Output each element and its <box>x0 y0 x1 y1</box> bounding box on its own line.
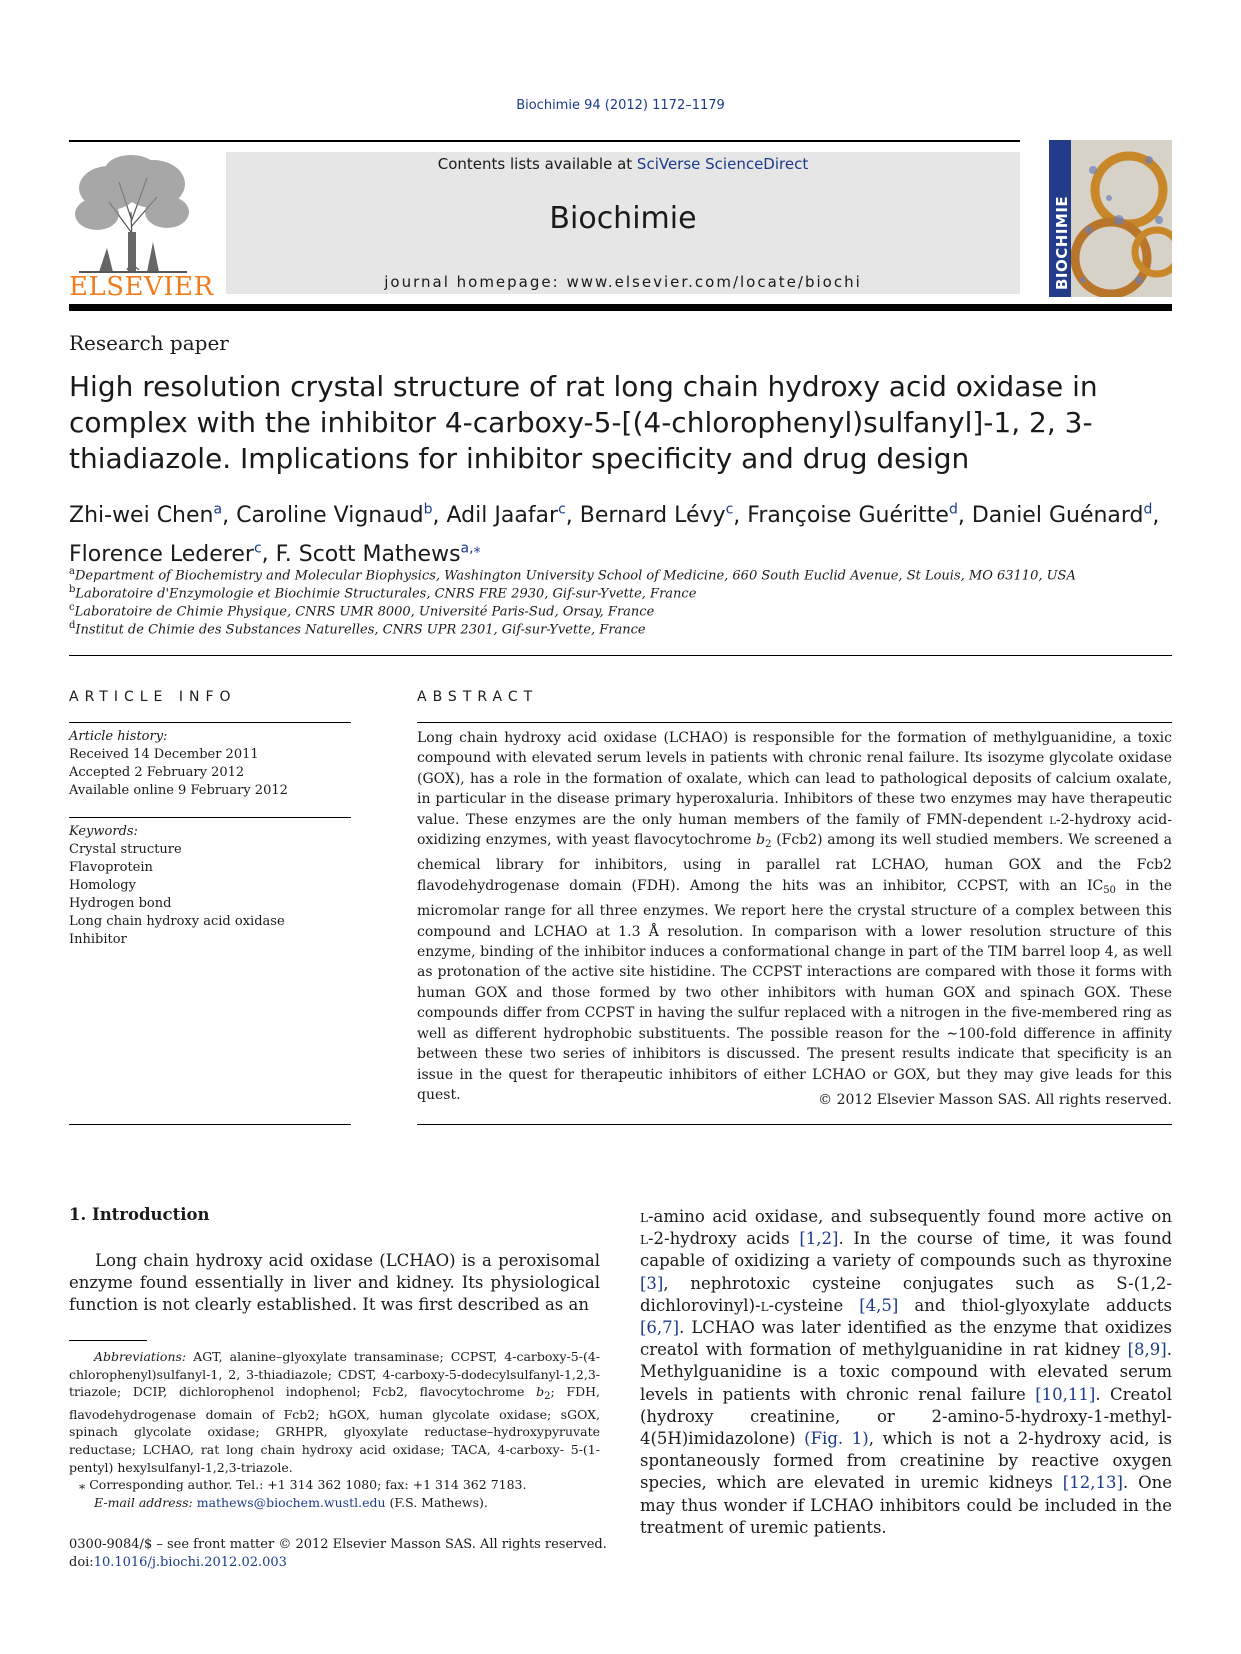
author[interactable]: Zhi-wei Chen$^a$ <box>69 502 223 529</box>
reference-link[interactable]: [4,5] <box>859 1295 899 1315</box>
email-link[interactable]: mathews@biochem.wustl.edu <box>196 1495 386 1510</box>
author[interactable]: Florence Lederer$^c$ <box>69 540 262 567</box>
abbreviations-footnote: Abbreviations: AGT, alanine–glyoxylate transaminase; CCPST, 4-carboxy-5-(4-chlorophenyl)sulfanyl-1, 2, 3-thiadiazole; CDST, 4-carboxy-5-dodecylsulfanyl-1,2,3-triazole; DCIP, dichlorophenol indophenol; Fcb2, flavocytochrome $b_2$; FDH, flavodehydrogenase domain of Fcb2; hGOX, human glycolate oxidase; sGOX, spinach glycolate oxidase; GRHPR, glyoxylate reductase–hydroxypyruvate reductase; LCHAO, rat long chain hydroxy acid oxidase; TACA, 4-carboxy- 5-(1-pentyl) hexylsulfanyl-1,2,3-triazole. <box>69 1349 600 1475</box>
keyword: Homology <box>69 878 136 893</box>
article-info-bottom-rule <box>69 1124 351 1125</box>
reference-link[interactable]: [12,13] <box>1062 1473 1123 1493</box>
affiliation: $^a$Department of Biochemistry and Molecular Biophysics, Washington University School of Medicine, 660 South Euclid Avenue, St Louis, MO 63110, USA <box>69 566 1076 584</box>
figure-link[interactable]: (Fig. 1) <box>804 1429 869 1449</box>
journal-citation[interactable]: Biochimie 94 (2012) 1172–1179 <box>516 98 725 113</box>
keyword: Flavoprotein <box>69 860 153 875</box>
doi-line: doi:10.1016/j.biochi.2012.02.003 <box>69 1555 287 1570</box>
author[interactable]: Daniel Guénard$^d$ <box>971 502 1153 529</box>
reference-link[interactable]: [1,2] <box>799 1229 839 1249</box>
article-info-heading: ARTICLE INFO <box>69 689 237 705</box>
sciencedirect-link[interactable]: SciVerse ScienceDirect <box>636 155 809 173</box>
cover-title: BIOCHIMIE <box>1053 195 1071 290</box>
abstract-copyright: © 2012 Elsevier Masson SAS. All rights reserved. <box>818 1092 1172 1108</box>
contents-availability <box>226 155 1020 173</box>
reference-link[interactable]: [3] <box>640 1273 664 1293</box>
footnote-rule <box>69 1340 147 1341</box>
author[interactable]: F. Scott Mathews$^{a,⁎}$ <box>275 540 481 567</box>
contents-prefix: Contents lists available at <box>437 155 637 173</box>
article-title: High resolution crystal structure of rat long chain hydroxy acid oxidase in complex with the inhibitor 4-carboxy-5-[(4-chlorophenyl)sulfanyl]-1, 2, 3-thiadiazole. Implications for inhibitor specificity and drug design <box>69 370 1098 475</box>
keywords-label: Keywords: <box>69 824 138 839</box>
received-date: Received 14 December 2011 <box>69 747 259 762</box>
author[interactable]: Adil Jaafar$^c$ <box>446 502 566 529</box>
affiliation: $^d$Institut de Chimie des Substances Naturelles, CNRS UPR 2301, Gif-sur-Yvette, France <box>69 620 646 638</box>
keyword: Long chain hydroxy acid oxidase <box>69 914 285 929</box>
reference-link[interactable]: [8,9] <box>1127 1340 1167 1360</box>
abstract-bottom-rule <box>417 1124 1172 1125</box>
author[interactable]: Françoise Guéritte$^d$ <box>747 502 958 529</box>
intro-left-paragraph: Long chain hydroxy acid oxidase (LCHAO) is a peroxisomal enzyme found essentially in liver and kidney. Its physiological function is not clearly established. It was first described as an <box>69 1251 600 1315</box>
online-date: Available online 9 February 2012 <box>69 783 288 798</box>
email-footnote: E-mail address: mathews@biochem.wustl.edu (F.S. Mathews). <box>94 1495 488 1510</box>
article-type: Research paper <box>69 331 229 355</box>
article-history <box>69 728 351 800</box>
journal-name: Biochimie <box>549 201 697 236</box>
reference-link[interactable]: [10,11] <box>1035 1384 1096 1404</box>
affiliation: $^b$Laboratoire d'Enzymologie et Biochimie Structurales, CNRS FRE 2930, Gif-sur-Yvette, France <box>69 584 697 602</box>
author[interactable]: Bernard Lévy$^c$ <box>579 502 734 529</box>
header-bottom-rule <box>69 304 1172 311</box>
keyword: Inhibitor <box>69 932 127 947</box>
keywords-rule <box>69 817 351 818</box>
reference-link[interactable]: [6,7] <box>640 1318 680 1338</box>
affiliation-divider <box>69 655 1172 656</box>
affiliation: $^c$Laboratoire de Chimie Physique, CNRS UMR 8000, Université Paris-Sud, Orsay, France <box>69 602 655 620</box>
abstract-text: Long chain hydroxy acid oxidase (LCHAO) is responsible for the formation of methylguanidine, a toxic compound with elevated serum levels in patients with chronic renal failure. Its isozyme glycolate oxidase (GOX), has a role in the formation of oxalate, which can lead to pathological deposits of calcium oxalate, in particular in the disease primary hyperoxaluria. Inhibitors of these two enzymes may have therapeutic value. These enzymes are the only human members of the family of FMN-dependent l-2-hydroxy acid-oxidizing enzymes, with yeast flavocytochrome $b_2$ (Fcb2) among its well studied members. We screened a chemical library for inhibitors, using in parallel rat LCHAO, human GOX and the Fcb2 flavodehydrogenase domain (FDH). Among the hits was an inhibitor, CCPST, with an $IC_{50}$ in the micromolar range for all three enzymes. We report here the crystal structure of a complex between this compound and LCHAO at 1.3 Å resolution. In comparison with a lower resolution structure of this enzyme, binding of the inhibitor induces a conformational change in part of the TIM barrel loop 4, as well as protonation of the active site histidine. The CCPST interactions are compared with those it forms with human GOX and those formed by two other inhibitors with human GOX and spinach GOX. These compounds differ from CCPST in having the sulfur replaced with a nitrogen in the five-membered ring as well as different hydrophobic substituents. The possible reason for the ∼100-fold difference in affinity between these two series of inhibitors is discussed. The present results indicate that specificity is an issue in the quest for therapeutic inhibitors of either LCHAO or GOX, but they may give leads for this quest. <box>417 730 1172 1103</box>
history-label: Article history: <box>69 729 168 744</box>
author[interactable]: Caroline Vignaud$^b$ <box>236 502 433 529</box>
article-info-rule <box>69 722 351 723</box>
header-top-rule <box>69 140 1020 142</box>
keyword: Hydrogen bond <box>69 896 172 911</box>
doi-link[interactable]: 10.1016/j.biochi.2012.02.003 <box>93 1555 287 1570</box>
elsevier-wordmark: ELSEVIER <box>69 272 214 302</box>
journal-homepage-link[interactable]: journal homepage: www.elsevier.com/locate/biochi <box>384 273 862 291</box>
section-heading-introduction: 1. Introduction <box>69 1205 210 1224</box>
keywords-list <box>69 823 351 949</box>
accepted-date: Accepted 2 February 2012 <box>69 765 245 780</box>
front-matter-note: 0300-9084/$ – see front matter © 2012 Elsevier Masson SAS. All rights reserved. <box>69 1537 607 1552</box>
author-list: Zhi-wei Chen$^a$, Caroline Vignaud$^b$, Adil Jaafar$^c$, Bernard Lévy$^c$, Françoise Guéritte$^d$, Daniel Guénard$^d$, Florence Lederer$^c$, F. Scott Mathews$^{a,⁎}$ <box>69 502 1160 567</box>
keyword: Crystal structure <box>69 842 182 857</box>
abstract-rule <box>417 722 1172 723</box>
corresponding-author-footnote: ⁎ Corresponding author. Tel.: +1 314 362 1080; fax: +1 314 362 7183. <box>79 1477 527 1492</box>
intro-right-paragraph: l-amino acid oxidase, and subsequently found more active on l-2-hydroxy acids [1,2]. In the course of time, it was found capable of oxidizing a variety of compounds such as thyroxine [3], nephrotoxic cysteine conjugates such as S-(1,2-dichlorovinyl)-l-cysteine [4,5] and thiol-glyoxylate adducts [6,7]. LCHAO was later identified as the enzyme that oxidizes creatol with formation of methylguanidine in rat kidney [8,9]. Methylguanidine is a toxic compound with elevated serum levels in patients with chronic renal failure [10,11]. Creatol (hydroxy creatinine, or 2-amino-5-hydroxy-1-methyl-4(5H)imidazolone) (Fig. 1), which is not a 2-hydroxy acid, is spontaneously formed from creatinine by reactive oxygen species, which are elevated in uremic kidneys [12,13]. One may thus wonder if LCHAO inhibitors could be included in the treatment of uremic patients. <box>640 1207 1173 1537</box>
abstract-heading: ABSTRACT <box>417 689 539 705</box>
